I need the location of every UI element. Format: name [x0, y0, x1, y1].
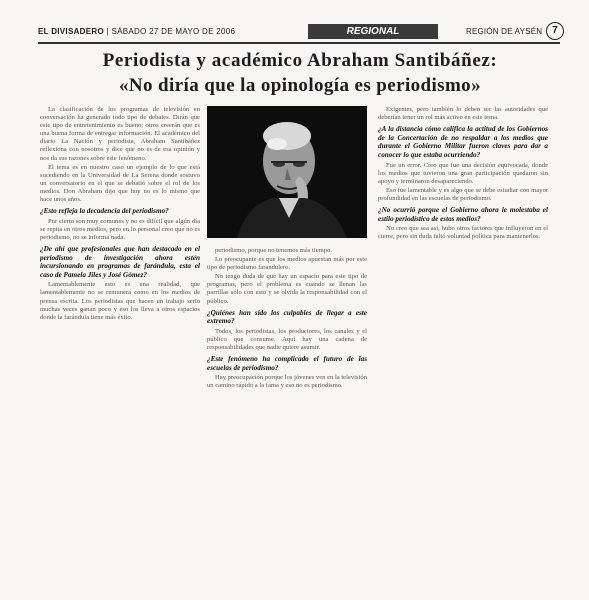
headline-line-1: Periodista y académico Abraham Santibáñez:	[102, 50, 498, 71]
page-number: 7	[546, 22, 564, 40]
paragraph: Lamentablemente esto es una realidad, que lamentablemente no se remunera como en los medios de prensa escrita. Los periodistas que hacen un trabajo serio muchas veces ganan poco y eso los lleva a otros espacios donde la farándula tiene más éxito.	[40, 281, 200, 321]
section-label: REGIONAL	[308, 24, 438, 39]
portrait-image	[207, 106, 367, 238]
interview-question: ¿No ocurrió porque el Gobierno ahora le molestaba el estilo periodístico de estos medios?	[378, 206, 548, 223]
publication-separator: |	[106, 27, 112, 36]
article-column-3	[378, 106, 548, 576]
region-label: REGIÓN DE AYSÉN	[466, 27, 543, 36]
paragraph: No tengo duda de que hay un espacio para este tipo de programas, pero el problema es cuando se llenan las parrillas sólo con esto y se olvida la responsabilidad con el público.	[207, 273, 367, 305]
headline-line-2: «No diría que la opinología es periodismo»	[118, 75, 481, 96]
paragraph: No creo que sea así, hubo otros factores que influyeron en el cierre, pero sin duda faltó voluntad política para mantenerlos.	[378, 225, 548, 241]
header-rule	[38, 42, 560, 44]
article-column-2	[207, 247, 367, 577]
paragraph: Eso fue lamentable y es algo que se debe estudiar con mayor profundidad en las escuelas de periodismo.	[378, 186, 548, 202]
paragraph: El tema es en nuestro caso un ejemplo de lo que está sucediendo en la Universidad de La Serena donde sostuvo un conversatorio en el que se debatió sobre el rol de los medios. Don Abraham dijo que hoy no es lo mismo que hace unos años.	[40, 163, 200, 204]
article-column-1	[40, 106, 200, 576]
paragraph: Fue un error. Creo que fue una decisión equivocada, donde los medios que tuvieron una gran participación quedaron sin apoyo y terminaron desapareciendo.	[378, 161, 548, 185]
paragraph: periodismo, porque no tenemos más tiempo.	[215, 247, 333, 254]
interview-question: ¿Este fenómeno ha complicado el futuro de las escuelas de periodismo?	[207, 355, 367, 372]
interview-question: ¿Esto refleja la decadencia del periodismo?	[40, 207, 169, 216]
interview-question: ¿De ahí que profesionales que han destacado en el periodismo de investigación ahora estén incursionando en programas de farándula, esta el caso de Pamela Jiles y José Gómez?	[40, 245, 200, 279]
paragraph: Exigentes, pero también lo deben ser las autoridades que deberían tener un rol más activo en este tema.	[378, 106, 548, 122]
paragraph: Por cierto son muy comunes y no es difícil que algún día se repita en otros medios, pero en lo personal creo que no es periodismo, no se informa nada.	[40, 217, 200, 241]
publication-date: SÁBADO 27 DE MAYO DE 2006	[111, 27, 236, 36]
paragraph: Hay preocupación porque los jóvenes ven en la televisión un camino rápido a la fama y eso no es periodismo.	[207, 374, 367, 390]
paragraph: Lo preocupante es que los medios apuestan más por este tipo de periodismo farandulero.	[207, 256, 367, 272]
article-headline	[40, 50, 560, 97]
publication-line	[38, 27, 235, 36]
paragraph: La clasificación de los programas de televisión en conversación ha generado todo tipo de debates. Dirán que este tipo de entretenimiento es bueno; otros creerán que es una buena forma de entregar información. El académico del diario La Nación y periodista, Abraham Santibáñez reflexiona con nosotros y dice que no es de esa opinión y nos da sus razones sobre este fenómeno.	[40, 106, 200, 162]
interview-question: ¿Quiénes han sido los culpables de llegar a este extremo?	[207, 308, 367, 326]
portrait-photo	[207, 106, 367, 238]
page-header	[38, 24, 560, 40]
interview-question: ¿A la distancia cómo califica la actitud de los Gobiernos de la Concertación de no respaldar a los medios que durante el Gobierno Militar fueron claves para dar a conocer lo que estaba ocurriendo?	[378, 125, 548, 159]
paragraph: Todos, los periodistas, los productores, los canales y el público que consume. Aquí hay una cadena de responsabilidades que nadie quiere asumir.	[207, 327, 367, 352]
publication-name: EL DIVISADERO	[38, 27, 104, 36]
